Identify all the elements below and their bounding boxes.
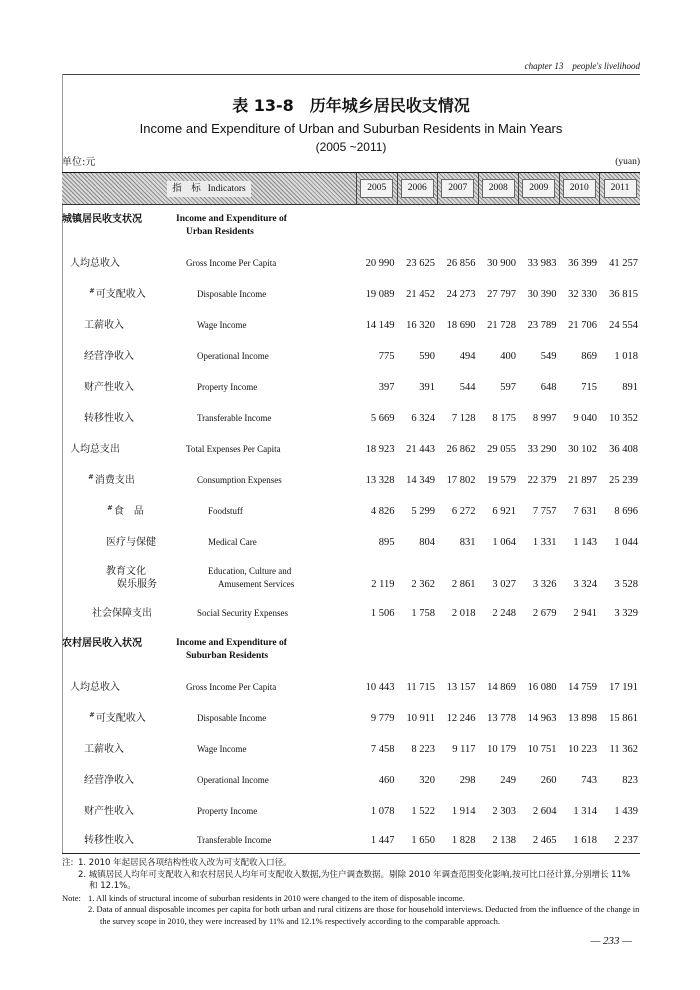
row-label-en bbox=[176, 412, 356, 425]
value-cell: 5 299 bbox=[411, 506, 435, 517]
value-cell: 21 728 bbox=[487, 320, 516, 331]
year-header bbox=[559, 173, 600, 204]
note-marker: # bbox=[89, 710, 95, 719]
value-cell: 715 bbox=[581, 382, 597, 393]
value-cell: 17 802 bbox=[446, 475, 476, 486]
value-cell: 494 bbox=[459, 351, 476, 362]
value-cell: 3 324 bbox=[573, 579, 597, 590]
value-cell: 13 898 bbox=[568, 713, 597, 724]
table-row bbox=[62, 827, 640, 854]
row-label-en-text: Operational Income bbox=[197, 775, 269, 785]
value-cell: 1 078 bbox=[370, 806, 395, 817]
row-label-en bbox=[176, 474, 356, 487]
section-label-cn: 城镇居民收支状况 bbox=[62, 214, 142, 225]
section-label-en-line: Suburban Residents bbox=[186, 651, 269, 661]
row-label-cn bbox=[62, 288, 176, 301]
row-label-cn-text: 经营净收入 bbox=[84, 775, 134, 786]
row-label-cn-text: 人均总支出 bbox=[70, 444, 120, 455]
row-label-cn bbox=[62, 834, 176, 847]
value-cell: 22 379 bbox=[527, 475, 557, 486]
note-item-en: 2. Data of annual disposable incomes per capita for both urban and rural citizens are those for household interviews. Deducted from the influence of the change in the survey scope in 2010, they were increased by 11% and 12.1% respectively according to the comparable approach. bbox=[88, 904, 640, 926]
value-cell: 14 759 bbox=[568, 682, 597, 693]
table-row bbox=[62, 527, 640, 558]
year-header-label: 2007 bbox=[441, 179, 474, 198]
note-label-en: Note: bbox=[62, 892, 81, 903]
value-cell: 30 390 bbox=[527, 289, 557, 300]
value-cell: 1 331 bbox=[532, 537, 557, 548]
row-label-cn-wrap bbox=[62, 443, 176, 456]
value-cell: 10 911 bbox=[406, 713, 435, 724]
value-cell: 14 349 bbox=[406, 475, 435, 486]
value-cell: 6 272 bbox=[451, 506, 476, 517]
row-label-cn bbox=[62, 805, 176, 818]
value-cell: 249 bbox=[500, 775, 516, 786]
row-label-cn-wrap bbox=[62, 412, 176, 425]
value-cell: 3 027 bbox=[492, 579, 516, 590]
row-label-cn bbox=[62, 712, 176, 725]
notes bbox=[62, 858, 640, 927]
value-cell: 1 758 bbox=[411, 608, 435, 619]
note-item-en: 1. All kinds of structural income of suburban residents in 2010 were changed to the item of disposable income. bbox=[88, 892, 465, 903]
value-cell: 2 138 bbox=[492, 834, 516, 846]
value-cell: 33 290 bbox=[527, 444, 557, 455]
row-label-cn-text: 社会保障支出 bbox=[92, 608, 152, 619]
table-row bbox=[62, 496, 640, 527]
row-label-en bbox=[176, 381, 356, 394]
value-cell: 10 352 bbox=[609, 413, 638, 424]
unit-label-cn: 单位:元 bbox=[62, 157, 96, 168]
row-label-cn-wrap bbox=[62, 805, 176, 818]
unit-label-en: (yuan) bbox=[615, 157, 640, 167]
value-cell: 6 324 bbox=[411, 413, 435, 424]
value-cell: 7 757 bbox=[532, 506, 557, 517]
value-cell: 2 465 bbox=[532, 834, 557, 846]
row-label-cn-wrap bbox=[62, 381, 176, 394]
value-cell: 8 175 bbox=[492, 413, 516, 424]
value-cell: 19 579 bbox=[487, 475, 516, 486]
table-row bbox=[62, 248, 640, 279]
value-cell: 2 119 bbox=[371, 579, 395, 590]
value-cell: 23 789 bbox=[527, 320, 557, 331]
row-label-en-line: Education, Culture and bbox=[208, 566, 292, 576]
row-label-cn-text: 食 品 bbox=[113, 506, 144, 517]
value-cell: 26 856 bbox=[446, 258, 476, 269]
row-label-cn-wrap bbox=[62, 743, 176, 756]
value-cell: 17 191 bbox=[609, 682, 638, 693]
value-cell: 1 143 bbox=[573, 537, 597, 548]
row-label-cn-text: 可支配收入 bbox=[95, 289, 146, 300]
year-header-label: 2006 bbox=[401, 179, 434, 198]
value-cell: 27 797 bbox=[487, 289, 516, 300]
row-label-en bbox=[176, 712, 356, 725]
row-label-cn-wrap bbox=[62, 834, 176, 847]
year-header bbox=[437, 173, 478, 204]
value-cell: 36 408 bbox=[609, 444, 638, 455]
year-header-label: 2011 bbox=[604, 179, 637, 198]
row-label-en-text: Transferable Income bbox=[197, 413, 272, 423]
notes-en bbox=[62, 893, 640, 928]
value-cell: 8 696 bbox=[614, 506, 638, 517]
value-cell: 16 080 bbox=[527, 682, 557, 693]
value-cell: 10 751 bbox=[527, 744, 557, 755]
note-marker: # bbox=[88, 472, 94, 481]
row-label-cn-text: 工薪收入 bbox=[84, 320, 124, 331]
value-cell: 2 248 bbox=[492, 608, 516, 619]
value-cell: 1 618 bbox=[573, 834, 597, 846]
row-label-en-text: Disposable Income bbox=[197, 713, 267, 723]
value-cell: 6 921 bbox=[492, 506, 516, 517]
section-header-row bbox=[62, 629, 640, 672]
row-label-en-text: Gross Income Per Capita bbox=[186, 682, 277, 692]
row-label-cn bbox=[62, 681, 176, 694]
section-label-cn: 农村居民收入状况 bbox=[62, 638, 142, 649]
row-label-cn bbox=[62, 607, 176, 620]
value-cell: 549 bbox=[540, 351, 557, 362]
value-cell: 1 506 bbox=[370, 608, 395, 619]
row-label-cn-text: 财产性收入 bbox=[84, 806, 134, 817]
row-label-en-text: Transferable Income bbox=[197, 834, 272, 845]
row-label-en-text: Medical Care bbox=[208, 537, 257, 547]
section-label-en bbox=[176, 637, 356, 663]
row-label-en-text: Wage Income bbox=[197, 744, 247, 754]
value-cell: 2 362 bbox=[411, 579, 435, 590]
value-cell: 12 246 bbox=[446, 713, 476, 724]
value-cell: 1 064 bbox=[492, 537, 516, 548]
note-marker: # bbox=[107, 503, 113, 512]
row-label-en-text: Social Security Expenses bbox=[197, 608, 288, 618]
value-cell: 21 443 bbox=[406, 444, 435, 455]
value-cell: 869 bbox=[581, 351, 597, 362]
value-cell: 891 bbox=[622, 382, 638, 393]
row-label-en bbox=[176, 681, 356, 694]
indicator-header-label bbox=[167, 181, 251, 197]
value-cell: 7 128 bbox=[451, 413, 476, 424]
value-cell: 590 bbox=[419, 351, 435, 362]
indicator-header bbox=[62, 173, 356, 204]
value-cell: 14 963 bbox=[527, 713, 557, 724]
value-cell: 1 522 bbox=[411, 806, 435, 817]
value-cell: 13 328 bbox=[365, 475, 395, 486]
table-header-row bbox=[62, 172, 640, 205]
row-label-en bbox=[176, 743, 356, 756]
year-header-label: 2010 bbox=[563, 179, 596, 198]
value-cell: 24 554 bbox=[609, 320, 638, 331]
row-label-cn bbox=[62, 505, 176, 518]
row-label-cn-wrap bbox=[62, 257, 176, 270]
value-cell: 41 257 bbox=[609, 258, 638, 269]
table-row bbox=[62, 372, 640, 403]
note-item-cn: 2. 城镇居民人均年可支配收入和农村居民人均年可支配收入数据,为住户调查数据。剔除 2010 年调查范围变化影响,按可比口径计算,分别增长 11% 和 12.1%。 bbox=[78, 869, 631, 891]
year-header bbox=[478, 173, 519, 204]
table-row bbox=[62, 703, 640, 734]
table-row bbox=[62, 672, 640, 703]
running-header-chapter: chapter 13 bbox=[524, 61, 564, 71]
value-cell: 10 223 bbox=[568, 744, 597, 755]
table-row bbox=[62, 734, 640, 765]
value-cell: 25 239 bbox=[609, 475, 638, 486]
value-cell: 2 237 bbox=[614, 834, 638, 846]
row-label-cn bbox=[62, 565, 176, 591]
year-header bbox=[356, 173, 397, 204]
year-header bbox=[518, 173, 559, 204]
row-label-en-text: Property Income bbox=[197, 382, 258, 392]
row-label-cn bbox=[62, 350, 176, 363]
value-cell: 8 223 bbox=[411, 744, 435, 755]
row-label-cn-wrap bbox=[62, 774, 176, 787]
value-cell: 298 bbox=[459, 775, 476, 786]
page-title-cn: 表 13-8 历年城乡居民收支情况 bbox=[232, 96, 470, 115]
row-label-cn-wrap bbox=[62, 505, 176, 518]
value-cell: 320 bbox=[419, 775, 435, 786]
value-cell: 460 bbox=[378, 775, 395, 786]
year-header bbox=[599, 173, 640, 204]
row-label-cn bbox=[62, 474, 176, 487]
table-row bbox=[62, 434, 640, 465]
value-cell: 10 179 bbox=[487, 744, 516, 755]
year-header bbox=[397, 173, 438, 204]
value-cell: 5 669 bbox=[370, 413, 395, 424]
value-cell: 2 679 bbox=[532, 608, 557, 619]
row-label-cn-text: 转移性收入 bbox=[84, 834, 134, 846]
value-cell: 895 bbox=[378, 537, 395, 548]
value-cell: 21 706 bbox=[568, 320, 597, 331]
value-cell: 36 815 bbox=[609, 289, 638, 300]
value-cell: 23 625 bbox=[406, 258, 435, 269]
table-row bbox=[62, 341, 640, 372]
value-cell: 260 bbox=[540, 775, 557, 786]
value-cell: 397 bbox=[378, 382, 395, 393]
row-label-en bbox=[176, 257, 356, 270]
row-label-en bbox=[176, 834, 356, 847]
value-cell: 10 443 bbox=[365, 682, 395, 693]
value-cell: 831 bbox=[459, 537, 476, 548]
section-label-en-line: Income and Expenditure of bbox=[176, 214, 287, 224]
value-cell: 11 362 bbox=[609, 744, 638, 755]
row-label-cn-text: 消费支出 bbox=[94, 475, 135, 486]
value-cell: 8 997 bbox=[532, 413, 557, 424]
section-label-en bbox=[176, 213, 356, 239]
row-label-en-text: Property Income bbox=[197, 806, 258, 816]
value-cell: 13 157 bbox=[446, 682, 476, 693]
value-cell: 544 bbox=[459, 382, 476, 393]
value-cell: 648 bbox=[540, 382, 557, 393]
table-body bbox=[62, 205, 640, 854]
value-cell: 1 447 bbox=[370, 834, 395, 846]
row-label-en-text: Foodstuff bbox=[208, 506, 243, 516]
value-cell: 1 018 bbox=[614, 351, 638, 362]
value-cell: 7 458 bbox=[370, 744, 395, 755]
row-label-en-text: Disposable Income bbox=[197, 289, 267, 299]
row-label-en bbox=[176, 350, 356, 363]
value-cell: 400 bbox=[500, 351, 516, 362]
value-cell: 36 399 bbox=[568, 258, 597, 269]
row-label-cn-text: 财产性收入 bbox=[84, 382, 134, 393]
row-label-en bbox=[176, 805, 356, 818]
page-number: — 233 — bbox=[590, 935, 632, 947]
row-label-cn-wrap bbox=[62, 712, 176, 725]
value-cell: 18 923 bbox=[365, 444, 395, 455]
value-cell: 1 314 bbox=[573, 806, 597, 817]
value-cell: 30 102 bbox=[568, 444, 597, 455]
table-row bbox=[62, 279, 640, 310]
row-label-cn-wrap bbox=[62, 681, 176, 694]
value-cell: 1 828 bbox=[451, 834, 476, 846]
value-cell: 3 528 bbox=[614, 579, 638, 590]
section-header-row bbox=[62, 205, 640, 248]
unit-row bbox=[62, 156, 640, 169]
note-items-cn bbox=[78, 858, 640, 893]
row-label-cn bbox=[62, 412, 176, 425]
row-label-cn-text: 人均总收入 bbox=[70, 258, 120, 269]
value-cell: 16 320 bbox=[406, 320, 435, 331]
row-label-cn-text: 可支配收入 bbox=[95, 713, 146, 724]
row-label-cn bbox=[62, 536, 176, 549]
note-items-en bbox=[88, 893, 640, 928]
value-cell: 32 330 bbox=[568, 289, 597, 300]
row-label-cn-wrap bbox=[62, 350, 176, 363]
year-header-label: 2005 bbox=[360, 179, 393, 198]
value-cell: 823 bbox=[622, 775, 638, 786]
value-cell: 29 055 bbox=[487, 444, 516, 455]
value-cell: 743 bbox=[581, 775, 597, 786]
value-cell: 7 631 bbox=[573, 506, 597, 517]
value-cell: 9 040 bbox=[573, 413, 597, 424]
running-header bbox=[525, 61, 640, 71]
row-label-cn bbox=[62, 381, 176, 394]
year-header-label: 2008 bbox=[482, 179, 515, 198]
row-label-en bbox=[176, 443, 356, 456]
row-label-en bbox=[176, 774, 356, 787]
note-item-cn: 1. 2010 年起居民各项结构性收入改为可支配收入口径。 bbox=[78, 858, 292, 868]
row-label-cn-text: 工薪收入 bbox=[84, 744, 124, 755]
value-cell: 20 990 bbox=[365, 258, 395, 269]
value-cell: 1 914 bbox=[451, 806, 476, 817]
section-label-en-line: Income and Expenditure of bbox=[176, 638, 287, 648]
value-cell: 19 089 bbox=[365, 289, 395, 300]
row-label-cn bbox=[62, 443, 176, 456]
value-cell: 9 779 bbox=[370, 713, 395, 724]
row-label-en bbox=[176, 565, 356, 591]
notes-cn bbox=[62, 858, 640, 893]
value-cell: 2 018 bbox=[451, 608, 476, 619]
row-label-cn-wrap bbox=[62, 288, 176, 301]
row-label-en-text: Total Expenses Per Capita bbox=[186, 444, 281, 454]
value-cell: 15 861 bbox=[609, 713, 638, 724]
value-cell: 21 452 bbox=[406, 289, 435, 300]
value-cell: 14 869 bbox=[487, 682, 516, 693]
value-cell: 24 273 bbox=[446, 289, 476, 300]
row-label-en-text: Consumption Expenses bbox=[197, 475, 282, 485]
row-label-cn bbox=[62, 743, 176, 756]
value-cell: 1 439 bbox=[614, 806, 638, 817]
row-label-cn bbox=[62, 257, 176, 270]
page-title-en: Income and Expenditure of Urban and Suburban Residents in Main Years bbox=[139, 121, 563, 136]
table-row bbox=[62, 403, 640, 434]
note-label-cn: 注: bbox=[62, 858, 74, 868]
value-cell: 3 329 bbox=[614, 608, 638, 619]
value-cell: 14 149 bbox=[365, 320, 395, 331]
row-label-en-text: Gross Income Per Capita bbox=[186, 258, 277, 268]
value-cell: 2 604 bbox=[532, 806, 557, 817]
value-cell: 21 897 bbox=[568, 475, 597, 486]
row-label-en-text: Wage Income bbox=[197, 320, 247, 330]
row-label-cn-text: 医疗与保健 bbox=[106, 537, 156, 548]
value-cell: 1 650 bbox=[411, 834, 435, 846]
value-cell: 33 983 bbox=[527, 258, 557, 269]
table-row bbox=[62, 310, 640, 341]
section-label-en-line: Urban Residents bbox=[186, 227, 254, 237]
table-row bbox=[62, 796, 640, 827]
table-row bbox=[62, 765, 640, 796]
data-table bbox=[62, 172, 640, 854]
table-row bbox=[62, 598, 640, 629]
row-label-cn-text: 人均总收入 bbox=[70, 682, 120, 693]
value-cell: 30 900 bbox=[487, 258, 516, 269]
row-label-cn-wrap bbox=[62, 607, 176, 620]
value-cell: 775 bbox=[378, 351, 395, 362]
value-cell: 3 326 bbox=[532, 579, 557, 590]
year-header-label: 2009 bbox=[522, 179, 555, 198]
row-label-cn bbox=[62, 319, 176, 332]
value-cell: 597 bbox=[500, 382, 516, 393]
value-cell: 13 778 bbox=[487, 713, 516, 724]
row-label-cn-line: 教育文化 bbox=[106, 566, 146, 577]
indicator-header-en: Indicators bbox=[207, 183, 246, 194]
row-label-cn-line: 娱乐服务 bbox=[117, 579, 157, 590]
value-cell: 9 117 bbox=[452, 744, 476, 755]
row-label-cn-text: 转移性收入 bbox=[84, 413, 134, 424]
value-cell: 2 861 bbox=[451, 579, 476, 590]
table-row bbox=[62, 465, 640, 496]
row-label-cn-text: 经营净收入 bbox=[84, 351, 134, 362]
value-cell: 11 715 bbox=[406, 682, 435, 693]
value-cell: 18 690 bbox=[446, 320, 476, 331]
value-cell: 4 826 bbox=[370, 506, 395, 517]
row-label-cn-wrap bbox=[62, 474, 176, 487]
row-label-en bbox=[176, 607, 356, 620]
row-label-en bbox=[176, 288, 356, 301]
value-cell: 391 bbox=[419, 382, 435, 393]
note-marker: # bbox=[89, 286, 95, 295]
running-header-section: people's livelihood bbox=[572, 61, 640, 71]
row-label-en bbox=[176, 505, 356, 518]
value-cell: 804 bbox=[419, 537, 435, 548]
row-label-cn-wrap bbox=[62, 319, 176, 332]
indicator-header-cn: 指 标 bbox=[172, 182, 201, 194]
value-cell: 2 941 bbox=[573, 608, 597, 619]
row-label-en bbox=[176, 319, 356, 332]
page-title-years: (2005 ~2011) bbox=[315, 140, 387, 154]
row-label-en bbox=[176, 536, 356, 549]
row-label-cn bbox=[62, 774, 176, 787]
header-rule bbox=[62, 74, 640, 75]
row-label-en-text: Operational Income bbox=[197, 351, 269, 361]
value-cell: 1 044 bbox=[614, 537, 638, 548]
row-label-en-line: Amusement Services bbox=[218, 579, 295, 589]
table-row bbox=[62, 558, 640, 598]
row-label-cn-wrap bbox=[62, 536, 176, 549]
value-cell: 26 862 bbox=[446, 444, 476, 455]
value-cell: 2 303 bbox=[492, 806, 516, 817]
